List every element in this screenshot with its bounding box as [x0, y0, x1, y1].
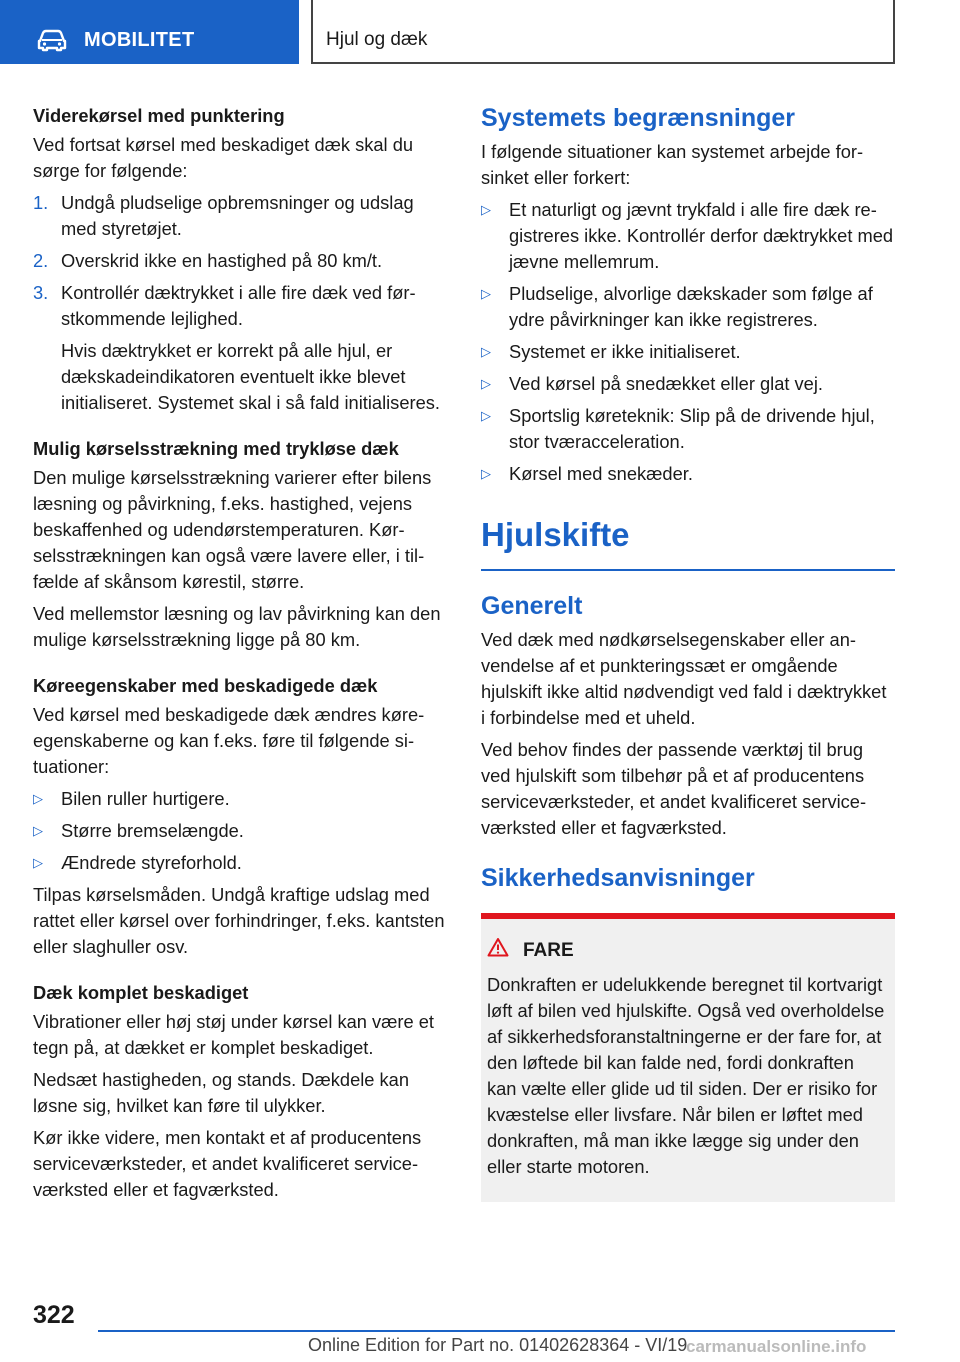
triangle-bullet-icon: ▷ [33, 823, 43, 838]
paragraph: Ved dæk med nødkørselsegenskaber eller anvendelse af et punkteringssæt er omgående hjulskift ikke altid nødvendigt ved fald i dæktrykket i forbindelse med et uheld. [481, 629, 887, 728]
left-column [33, 103, 448, 1209]
car-icon [36, 28, 68, 57]
warning-text: Donkraften er udelukkende beregnet til kortvarigt løft af bilen ved hjulskifte. Også ved overholdelse af sikkerhedsforanstaltningerne er der fare for, at den løftede bil kan falde ned, fordi donkraften kan vælte eller glide ud til siden. Der er risiko for kvæstelse eller livsfare. Når bilen er løftet med donkraften, må man ikke lægge sig under den eller starte motoren. [487, 974, 885, 1177]
list-item [33, 190, 448, 242]
heading-safety: Sikkerhedsanvisninger [481, 864, 755, 892]
bullet-list [481, 197, 895, 487]
step-number: 2. [33, 250, 49, 271]
warning-box [481, 913, 895, 1202]
bullet-text: Bilen ruller hurtigere. [61, 788, 230, 809]
list-item [33, 280, 448, 416]
footer-divider [98, 1330, 895, 1332]
list-item [33, 248, 448, 274]
right-column [481, 103, 895, 1202]
list-item [481, 281, 895, 333]
bullet-text: Pludselige, alvorlige dækskader som følge af ydre påvirkninger kan ikke registreres. [509, 283, 873, 330]
bullet-text: Ved kørsel på snedækket eller glat vej. [509, 373, 823, 394]
heading-puncture-driving: Viderekørsel med punktering [33, 105, 285, 126]
heading-general: Generelt [481, 592, 583, 620]
step-text: Kontrollér dæktrykket i alle fire dæk ved førstkommende lejlighed. [61, 282, 416, 329]
watermark: carmanualsonline.info [686, 1337, 867, 1356]
paragraph: Kør ikke videre, men kontakt et af producentens serviceværksteder, et andet kvalificeret serviceværksted eller et fagværksted. [33, 1127, 422, 1200]
list-item [481, 461, 895, 487]
heading-tire-destroyed: Dæk komplet beskadiget [33, 982, 249, 1003]
bullet-text: Systemet er ikke initialiseret. [509, 341, 741, 362]
edition-text: Online Edition for Part no. 01402628364 - VI/19 [308, 1335, 688, 1355]
list-item [33, 786, 448, 812]
warning-header [487, 937, 888, 964]
triangle-bullet-icon: ▷ [481, 286, 491, 301]
triangle-bullet-icon: ▷ [481, 202, 491, 217]
paragraph: Vibrationer eller høj støj under kørsel kan være et tegn på, at dækket er komplet beskadiget. [33, 1011, 434, 1058]
step-text: Undgå pludselige opbremsninger og udslag med styretøjet. [61, 192, 414, 239]
list-item [33, 850, 448, 876]
warning-label: FARE [523, 939, 574, 961]
heading-handling: Køreegenskaber med beskadigede dæk [33, 675, 378, 696]
list-item [481, 197, 895, 275]
triangle-bullet-icon: ▷ [33, 791, 43, 806]
paragraph: Den mulige kørselsstrækning varierer efter bilens læsning og påvirkning, f.eks. hastighed, vejens beskaffenhed og udendørstemperaturen. Kørselsstrækningen kan også være lavere eller, i tilfælde af skånsom kørestil, større. [33, 467, 432, 592]
list-item [481, 403, 895, 455]
paragraph: Tilpas kørselsmåden. Undgå kraftige udslag med rattet eller kørsel over forhindringer, f.eks. kantsten eller slaghuller osv. [33, 884, 445, 957]
list-item [33, 818, 448, 844]
paragraph: Ved behov findes der passende værktøj til brug ved hjulskift som tilbehør på et af producentens serviceværksteder, et andet kvalificeret serviceværksted eller et fagværksted. [481, 739, 867, 838]
list-item [481, 371, 895, 397]
paragraph: I følgende situationer kan systemet arbejde forsinket eller forkert: [481, 141, 864, 188]
section-title: Hjul og dæk [326, 29, 428, 50]
triangle-bullet-icon: ▷ [481, 466, 491, 481]
steps-list [33, 190, 448, 416]
triangle-bullet-icon: ▷ [33, 855, 43, 870]
step-number: 3. [33, 282, 49, 303]
paragraph: Ved mellemstor læsning og lav påvirkning kan den mulige kørselsstrækning ligge på 80 km. [33, 603, 441, 650]
step-number: 1. [33, 192, 49, 213]
triangle-bullet-icon: ▷ [481, 408, 491, 423]
triangle-bullet-icon: ▷ [481, 344, 491, 359]
chapter-title: MOBILITET [84, 29, 195, 51]
list-item [481, 339, 895, 365]
chapter-tab [0, 0, 299, 64]
paragraph: Ved kørsel med beskadigede dæk ændres køreegenskaberne og kan f.eks. føre til følgende situationer: [33, 704, 425, 777]
bullet-text: Større bremselængde. [61, 820, 244, 841]
triangle-bullet-icon: ▷ [481, 376, 491, 391]
bullet-text: Kørsel med snekæder. [509, 463, 693, 484]
paragraph: Nedsæt hastigheden, og stands. Dækdele kan løsne sig, hvilket kan føre til ulykker. [33, 1069, 410, 1116]
step-note: Hvis dæktrykket er korrekt på alle hjul, er dækskadeindikatoren eventuelt ikke blevet initialiseret. Systemet skal i så fald initialiseres. [61, 340, 440, 413]
bullet-text: Ændrede styreforhold. [61, 852, 242, 873]
bullet-text: Sportslig køreteknik: Slip på de drivende hjul, stor tværacceleration. [509, 405, 875, 452]
heading-system-limits: Systemets begrænsninger [481, 104, 795, 132]
bullet-text: Et naturligt og jævnt trykfald i alle fire dæk registreres ikke. Kontrollér derfor dæktrykket med jævne mellemrum. [509, 199, 894, 272]
heading-wheel-change: Hjulskifte [481, 515, 895, 571]
page-number: 322 [33, 1301, 75, 1329]
bullet-list [33, 786, 448, 876]
paragraph: Ved fortsat kørsel med beskadiget dæk skal du sørge for følgende: [33, 134, 414, 181]
warning-triangle-icon [487, 937, 509, 964]
heading-flat-range: Mulig kørselsstrækning med trykløse dæk [33, 438, 399, 459]
section-tab [311, 0, 895, 64]
step-text: Overskrid ikke en hastighed på 80 km/t. [61, 250, 383, 271]
